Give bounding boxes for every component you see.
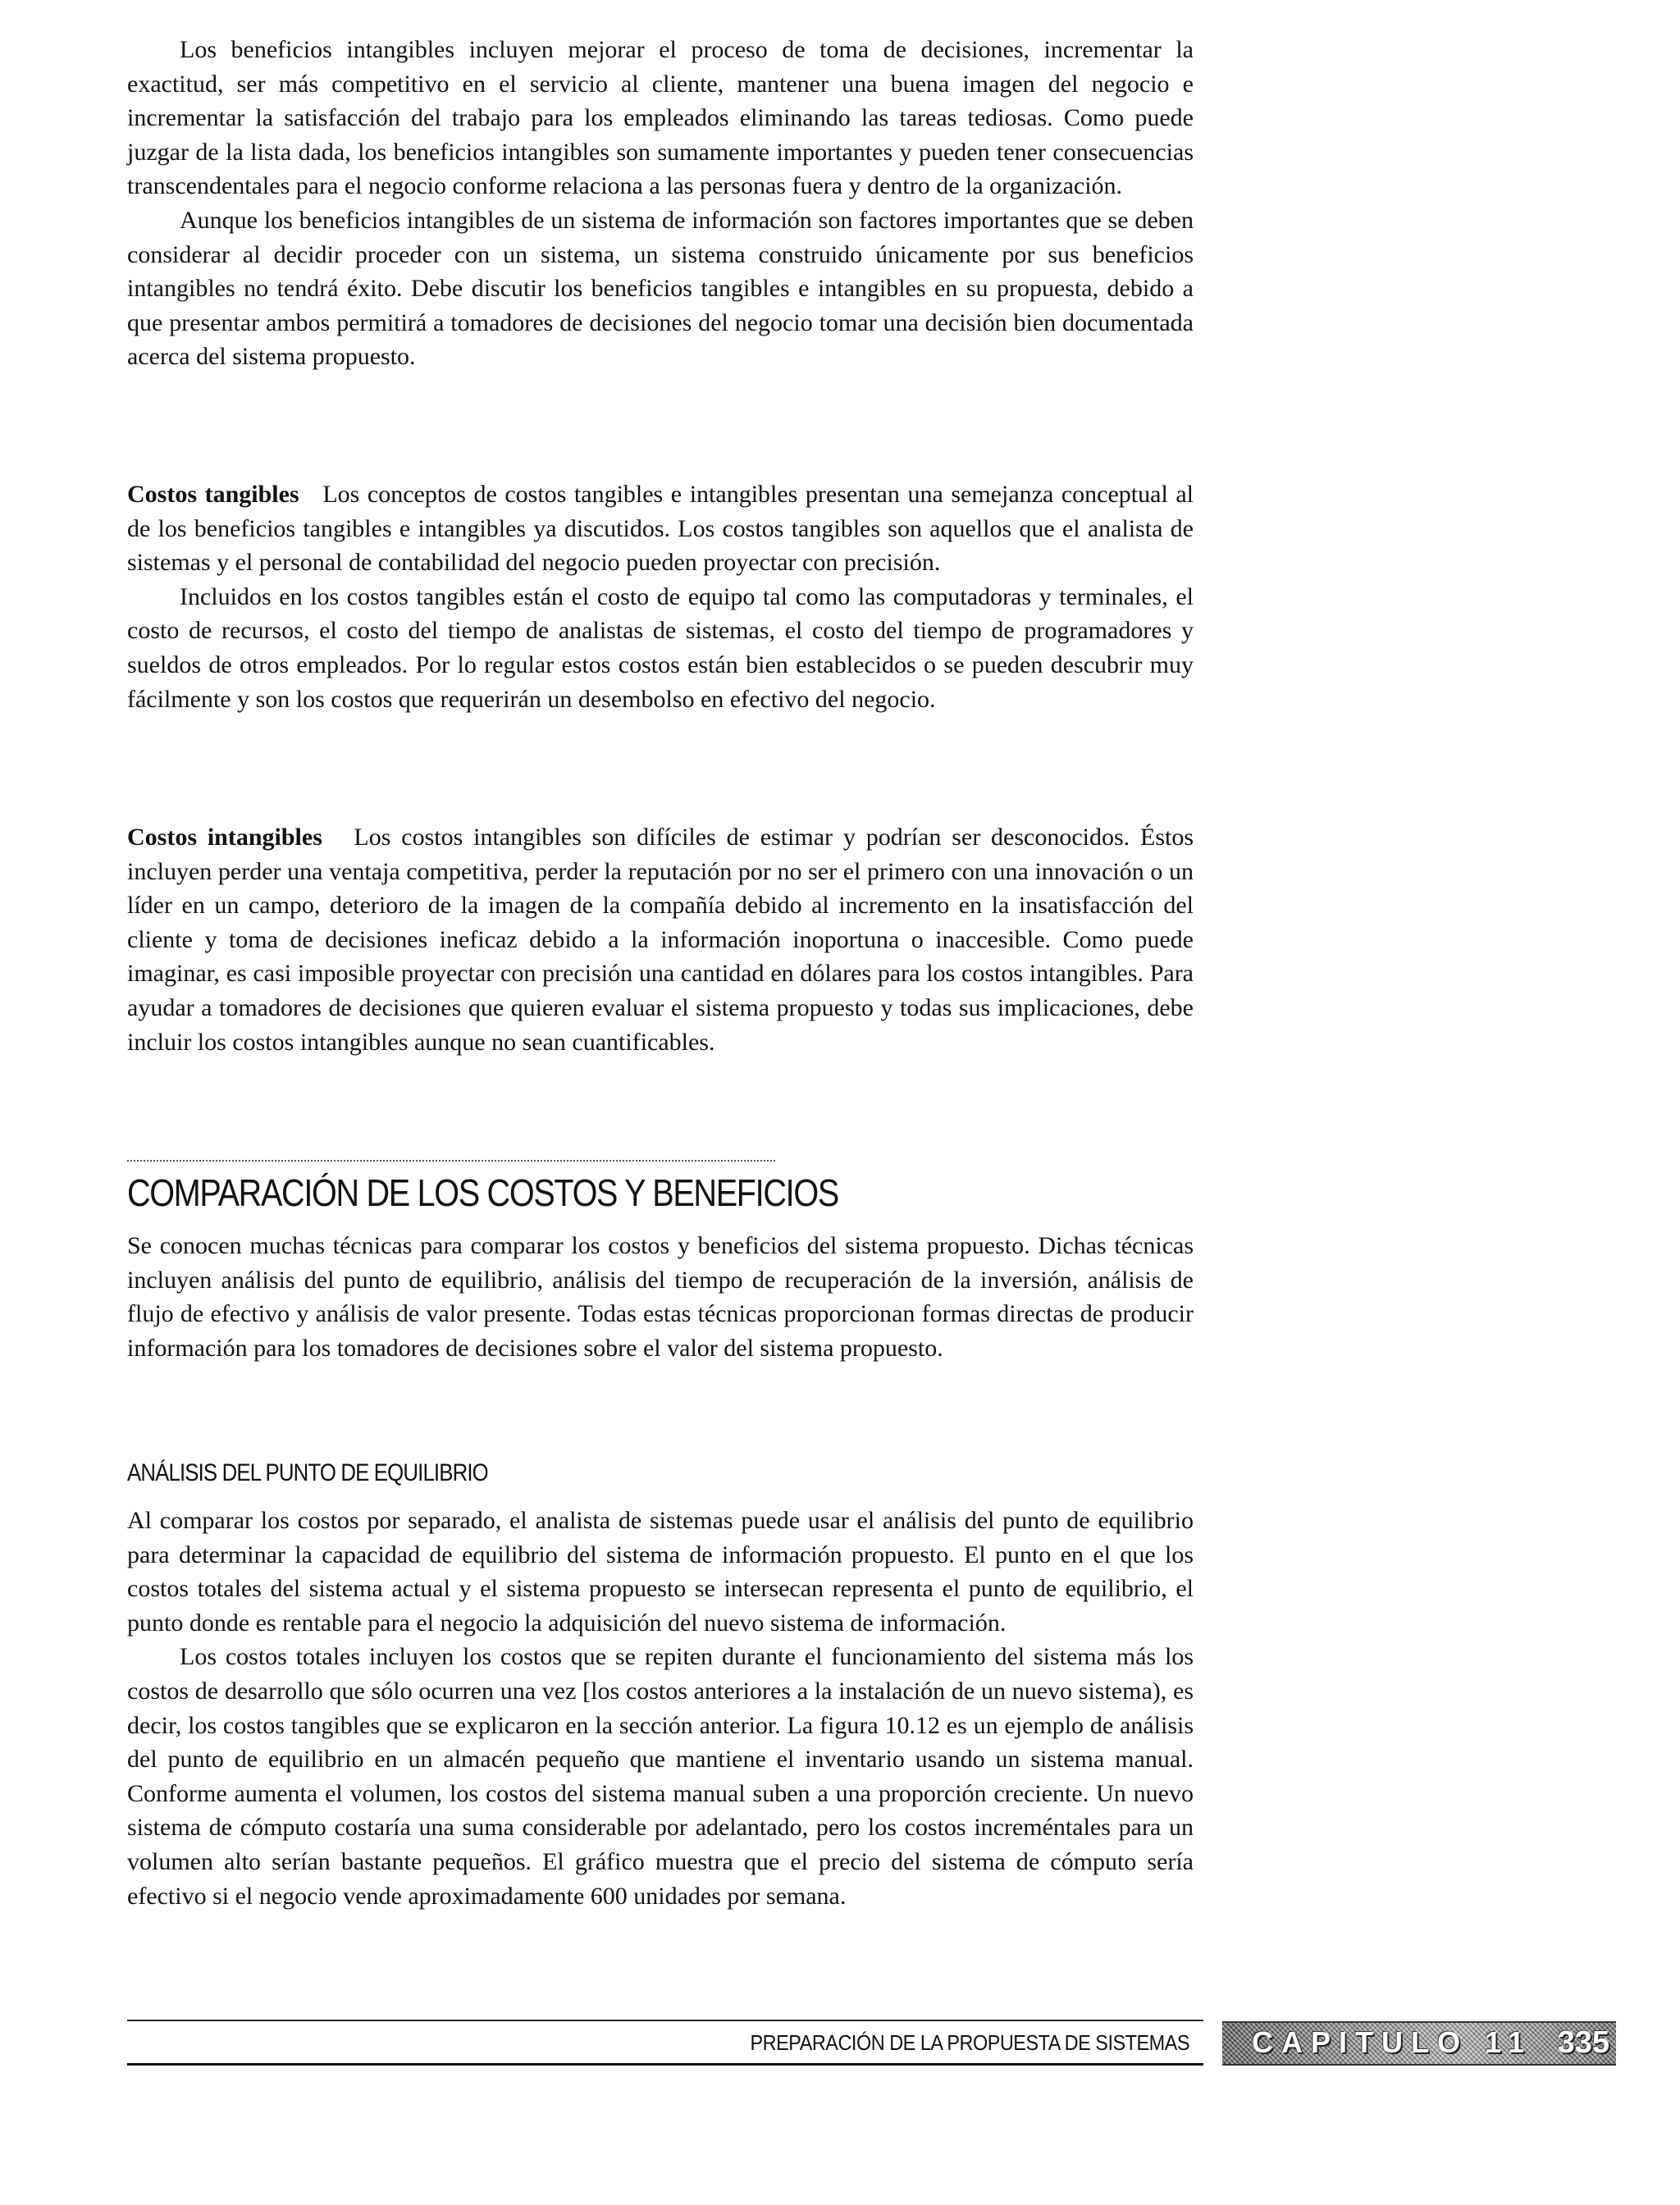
chapter-label: CAPITULO 11 — [1252, 2025, 1533, 2059]
section-divider — [127, 1160, 775, 1162]
footer-rule-top — [127, 2020, 1203, 2021]
page-number: 335 — [1557, 2025, 1609, 2060]
run-in-heading-tangible-costs: Costos tangibles — [127, 481, 299, 508]
paragraph-comparison-techniques: Se conocen muchas técnicas para comparar los costos y beneficios del sistema propuesto. Dichas técnicas incluyen análisis del punto de equilibrio, análisis del tiempo de recuperación de la inversión, análisis de flujo de efectivo y análisis de valor presente. Todas estas técnicas proporcionan formas directas de producir información para los tomadores de decisiones sobre el valor del sistema propuesto. — [127, 1232, 1194, 1362]
paragraph-break-even-definition: Al comparar los costos por separado, el analista de sistemas puede usar el análisis del punto de equilibrio para determinar la capacidad de equilibrio del sistema de información propuesto. El punto en el que los costos totales del sistema actual y el sistema propuesto se intersecan representa el punto de equilibrio, el punto donde es rentable para el negocio la adquisición del nuevo sistema de información. — [127, 1507, 1194, 1637]
paragraph-tangible-costs-body: Los conceptos de costos tangibles e intangibles presentan una semejanza conceptual al de los beneficios tangibles e intangibles ya discutidos. Los costos tangibles son aquellos que el analista de sistemas y el personal de contabilidad del negocio pueden proyectar con precisión. — [127, 481, 1194, 577]
chapter-tab — [1222, 2021, 1616, 2066]
tangible-costs-text — [127, 477, 1194, 716]
paragraph-intangible-costs — [127, 820, 1194, 1059]
footer-running-title: PREPARACIÓN DE LA PROPUESTA DE SISTEMAS — [750, 2030, 1189, 2055]
break-even-text — [127, 1504, 1194, 1913]
paragraph-intangible-costs-body: Los costos intangibles son difíciles de estimar y podrían ser desconocidos. Éstos incluyen perder una ventaja competitiva, perder la reputación por no ser el primero con una innovación o un líder en un campo, deterioro de la imagen de la compañía debido al incremento en la insatisfacción del cliente y toma de decisiones ineficaz debido a la información inoportuna o inaccesible. Como puede imaginar, es casi imposible proyectar con precisión una cantidad en dólares para los costos intangibles. Para ayudar a tomadores de decisiones que quieren evaluar el sistema propuesto y todas sus implicaciones, debe incluir los costos intangibles aunque no sean cuantificables. — [127, 824, 1194, 1056]
paragraph-tangible-costs-examples: Incluidos en los costos tangibles están el costo de equipo tal como las computadoras y terminales, el costo de recursos, el costo del tiempo de analistas de sistemas, el costo del tiempo de programadores y sueldos de otros empleados. Por lo regular estos costos están bien establecidos o se pueden descubrir muy fácilmente y son los costos que requerirán un desembolso en efectivo del negocio. — [127, 582, 1194, 713]
footer-rule-bottom — [127, 2063, 1203, 2066]
intangible-costs-text — [127, 820, 1194, 1059]
comparison-intro-text — [127, 1229, 1194, 1365]
paragraph-intangible-benefits-importance: Aunque los beneficios intangibles de un sistema de información son factores importantes que se deben considerar al decidir proceder con un sistema, un sistema construido únicamente por sus beneficios intangibles no tendrá éxito. Debe discutir los beneficios tangibles e intangibles en su propuesta, debido a que presentar ambos permitirá a tomadores de decisiones del negocio tomar una decisión bien documentada acerca del sistema propuesto. — [127, 206, 1194, 371]
paragraph-tangible-costs — [127, 477, 1194, 580]
subsection-heading: ANÁLISIS DEL PUNTO DE EQUILIBRIO — [127, 1459, 488, 1486]
paragraph-intangible-benefits: Los beneficios intangibles incluyen mejorar el proceso de toma de decisiones, incrementar la exactitud, ser más competitivo en el servicio al cliente, mantener una buena imagen del negocio e incrementar la satisfacción del trabajo para los empleados eliminando las tareas tediosas. Como puede juzgar de la lista dada, los beneficios intangibles son sumamente importantes y pueden tener consecuencias transcendentales para el negocio conforme relaciona a las personas fuera y dentro de la organización. — [127, 36, 1194, 200]
run-in-heading-intangible-costs: Costos intangibles — [127, 824, 322, 851]
section-heading: COMPARACIÓN DE LOS COSTOS Y BENEFICIOS — [127, 1171, 838, 1214]
paragraph-break-even-example: Los costos totales incluyen los costos que se repiten durante el funcionamiento del sistema más los costos de desarrollo que sólo ocurren una vez [los costos anteriores a la instalación de un nuevo sistema), es decir, los costos tangibles que se explicaron en la sección anterior. La figura 10.12 es un ejemplo de análisis del punto de equilibrio en un almacén pequeño que mantiene el inventario usando un sistema manual. Conforme aumenta el volumen, los costos del sistema manual suben a una proporción creciente. Un nuevo sistema de cómputo costaría una suma considerable por adelantado, pero los costos increméntales para un volumen alto serían bastante pequeños. El gráfico muestra que el precio del sistema de cómputo sería efectivo si el negocio vende aproximadamente 600 unidades por semana. — [127, 1643, 1194, 1910]
intangible-benefits-text — [127, 33, 1194, 374]
